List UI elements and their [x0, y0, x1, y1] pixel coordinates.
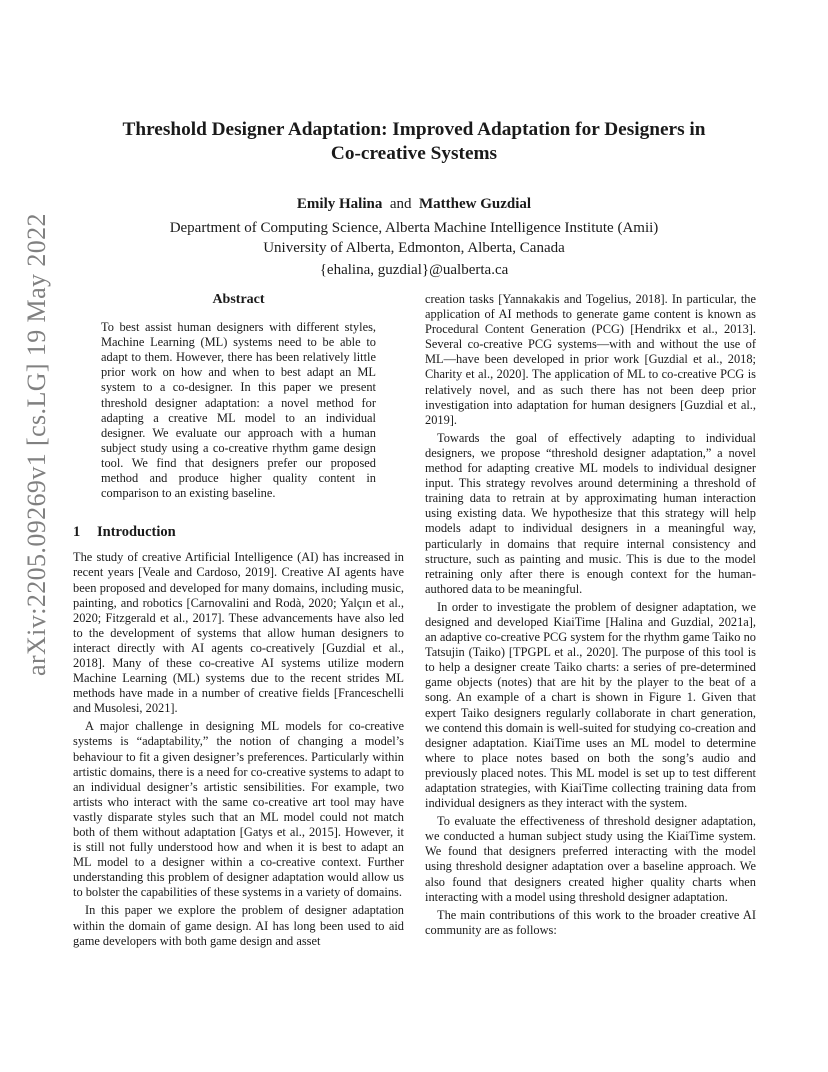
right-paragraph-2: Towards the goal of effectively adapting to individual designers, we propose “threshold designer adaptation,” a novel method for adapting creative ML models to individual designer input. This strategy revolves around determining a threshold of training data to retrain at by approximating human interaction using existing data. We hypothesize that this strategy will help models adapt to individual designers in a meaningful way, particularly in domains that require internal consistency and structure, such as painting and music. This is due to the model retraining only after there is enough context for the human-authored data to be meaningful.	[425, 430, 756, 596]
right-column	[425, 292, 756, 938]
affiliation	[75, 218, 753, 280]
authors	[75, 194, 753, 214]
right-paragraph-3: In order to investigate the problem of designer adaptation, we designed and developed KiaiTime [Halina and Guzdial, 2021a], an adaptive co-creative PCG system for the rhythm game Taiko no Tatsujin (Taiko) [TPGPL et al., 2020]. The purpose of this tool is to help a designer create Taiko charts: a series of pre-determined game objects (notes) that are hit by the player to the beat of a song. An example of a chart is shown in Figure 1. Given that expert Taiko designers regularly collaborate in chart generation, we contend this domain is well-suited for studying co-creation and designer adaptation. KiaiTime uses an ML model to determine where to place notes based on both the song’s audio and previously placed notes. This ML model is set up to test different adaptation strategies, with KiaiTime collecting training data from individual designers as they interact with the system.	[425, 599, 756, 811]
intro-paragraph-3: In this paper we explore the problem of designer adaptation within the domain of game design. AI has long been used to aid game developers with both game design and asset	[73, 903, 404, 948]
arxiv-stamp	[18, 213, 58, 676]
arxiv-stamp-text: arXiv:2205.09269v1 [cs.LG] 19 May 2022	[22, 213, 51, 676]
title-block	[75, 118, 753, 280]
abstract-heading: Abstract	[212, 292, 265, 307]
section-title: Introduction	[97, 524, 176, 541]
author-2: Matthew Guzdial	[419, 196, 532, 212]
intro-heading	[73, 525, 404, 540]
intro-paragraph-1: The study of creative Artificial Intelligence (AI) has increased in recent years [Veale and Cardoso, 2019]. Creative AI agents have been proposed and developed for many domains, including music, painting, and robotics [Carnovalini and Rodà, 2020; Yalçın et al., 2020; Fitzgerald et al., 2017]. These advancements have also led to the development of systems that allow human designers to interact directly with AI agents co-creatively [Guzdial et al., 2018]. Many of these co-creative AI systems utilize modern Machine Learning (ML) systems due to the recent strides ML methods have made in a number of creative fields [Franceschelli and Musolesi, 2021].	[73, 550, 404, 716]
author-1: Emily Halina	[296, 196, 383, 212]
paper-title	[75, 118, 753, 166]
right-paragraph-1: creation tasks [Yannakakis and Togelius, 2018]. In particular, the application of AI methods to generate game content is known as Procedural Content Generation (PCG) [Hendrikx et al., 2013]. Several co-creative PCG systems—with and without the use of ML—have been developed in prior work [Guzdial et al., 2018; Charity et al., 2020]. The application of ML to co-creative PCG is relatively novel, and as such there has not been deep prior investigation into adaptation for human designers [Guzdial et al., 2019].	[425, 292, 756, 427]
right-paragraph-4: To evaluate the effectiveness of threshold designer adaptation, we conducted a human subject study using the KiaiTime system. We found that designers preferred interacting with the model using threshold designer adaptation over a baseline approach. We also found that designers created higher quality charts when interacting with a model using threshold designer adaptation.	[425, 814, 756, 904]
intro-paragraph-2: A major challenge in designing ML models for co-creative systems is “adaptability,” the notion of changing a model’s behaviour to fit a given designer’s preferences. Particularly within artistic domains, there is a need for co-creative systems to adapt to an individual designer’s artistic sensibilities. For example, two artists who interact with the same co-creative art tool may have vastly disparate styles such that an ML model could not match both of them without adaptation [Gatys et al., 2015]. However, it is still not fully understood how and when it is best to adapt an ML model to a designer within a co-creative context. Further understanding this problem of designer adaptation would allow us to bolster the capabilities of these systems in a variety of domains.	[73, 719, 404, 900]
title-line-2: Co-creative Systems	[330, 143, 498, 164]
affiliation-line-2: University of Alberta, Edmonton, Alberta, Canada	[263, 240, 565, 256]
affiliation-line-1: Department of Computing Science, Alberta Machine Intelligence Institute (Amii)	[169, 220, 659, 236]
title-line-1: Threshold Designer Adaptation: Improved Adaptation for Designers in	[122, 119, 706, 140]
author-emails: {ehalina, guzdial}@ualberta.ca	[319, 262, 509, 278]
section-number: 1	[73, 524, 81, 541]
abstract-body: To best assist human designers with different styles, Machine Learning (ML) systems need to be able to adapt to them. However, there has been relatively little prior work on how and when to best adapt an ML system to a co-designer. In this paper we present threshold designer adaptation: a novel method for adapting a creative ML model to an individual designer. We evaluate our approach with a human subject study using a co-creative rhythm game design tool. We find that designers prefer our proposed method and produce higher quality content in comparison to an existing baseline.	[101, 320, 376, 501]
left-column	[73, 292, 404, 949]
right-paragraph-5: The main contributions of this work to the broader creative AI community are as follows:	[425, 907, 756, 937]
authors-and: and	[389, 196, 412, 212]
